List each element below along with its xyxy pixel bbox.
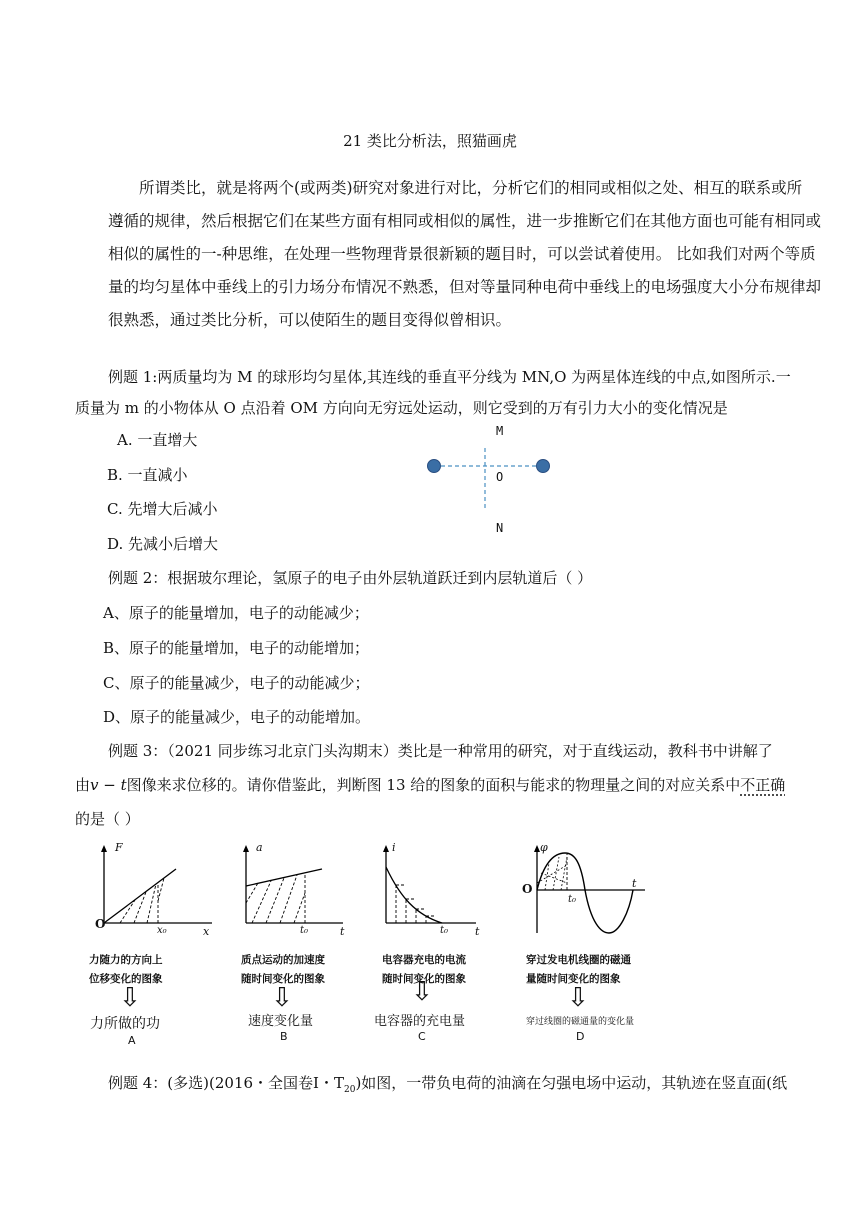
graph-phi-t-ylabel: φ [540, 841, 548, 854]
example1-option-a: A. 一直增大 [117, 431, 198, 449]
graph-phi-t [515, 843, 655, 938]
panel-c-letter: C [418, 1030, 426, 1043]
intro-line: 量的均匀星体中垂线上的引力场分布情况不熟悉，但对等量同种电荷中垂线上的电场强度大小分布规律却 [108, 278, 822, 296]
example3-stem-line3: 的是（ ） [75, 810, 140, 828]
page-title: 21 类比分析法，照猫画虎 [343, 132, 517, 150]
graph-i-t-xlabel: t [475, 925, 480, 938]
graph-phi-t-xlabel: t [632, 877, 637, 890]
example2-stem: 例题 2：根据玻尔理论，氢原子的电子由外层轨道跃迁到内层轨道后（ ） [108, 569, 593, 587]
example1-option-c: C. 先增大后减小 [107, 500, 218, 518]
figure-label-o: O [496, 470, 504, 484]
graph-a-t-xlabel: t [340, 925, 345, 938]
star-right [537, 460, 550, 473]
intro-line: 很熟悉，通过类比分析，可以使陌生的题目变得似曾相识。 [108, 311, 512, 329]
two-star-figure [420, 415, 560, 540]
down-arrow-icon: ⇩ [119, 983, 141, 1013]
down-arrow-icon: ⇩ [411, 977, 433, 1007]
example2-option-c: C、原子的能量减少，电子的动能减少； [103, 674, 370, 692]
panel-b-letter: B [280, 1030, 288, 1043]
v-t-math: v − t [90, 776, 127, 794]
example2-option-b: B、原子的能量增加，电子的动能增加； [103, 639, 370, 657]
intro-paragraph [108, 172, 822, 337]
graph-f-x-tick: x₀ [157, 925, 167, 936]
example1-stem-line1: 例题 1:两质量均为 M 的球形均匀星体,其连线的垂直平分线为 MN,O 为两星体连线的中点,如图所示.一 [108, 368, 791, 386]
example2-option-a: A、原子的能量增加，电子的动能减少； [103, 604, 369, 622]
example3-stem-line2: 由v − t图像来求位移的。请你借鉴此，判断图 13 给的图象的面积与能求的物理量之间的对应关系中不正确 [75, 776, 786, 794]
down-arrow-icon: ⇩ [271, 983, 293, 1013]
panel-b-caption: 质点运动的加速度 随时间变化的图象 [241, 954, 325, 985]
example2-option-d: D、原子的能量减少，电子的动能增加。 [103, 708, 371, 726]
intro-line: 所谓类比，就是将两个(或两类)研究对象进行对比，分析它们的相同或相似之处、相互的联系或所 [139, 179, 803, 197]
intro-line: 相似的属性的一-种思维，在处理一些物理背景很新颖的题目时，可以尝试着使用。 比如我们对两个等质 [108, 245, 816, 263]
star-left [428, 460, 441, 473]
figure-label-n: N [496, 521, 504, 535]
panel-d-answer: 穿过线圈的磁通量的变化量 [526, 1017, 635, 1027]
intro-line: 遵循的规律，然后根据它们在某些方面有相同或相似的属性，进一步推断它们在其他方面也可能有相同或 [108, 212, 822, 230]
graph-f-x [90, 843, 220, 938]
graph-i-t [378, 843, 493, 938]
panel-c-answer: 电容器的充电量 [374, 1014, 466, 1029]
graph-f-x-line [104, 869, 176, 923]
figure-label-m: M [496, 424, 504, 438]
example1-stem-line2: 质量为 m 的小物体从 O 点沿着 OM 方向向无穷远处运动，则它受到的万有引力大小的变化情况是 [75, 399, 728, 417]
example3-stem-line1: 例题 3：（2021 同步练习北京门头沟期末）类比是一种常用的研究，对于直线运动，教科书中讲解了 [108, 742, 773, 760]
emphasis-not-correct: 不正确 [740, 776, 786, 794]
graph-i-t-tick: t₀ [440, 925, 449, 936]
example1-option-b: B. 一直减小 [107, 466, 188, 484]
panel-a-caption: 力随力的方向上 位移变化的图象 [89, 954, 163, 985]
graph-f-x-xlabel: x [203, 925, 210, 938]
panel-b-answer: 速度变化量 [248, 1014, 314, 1029]
graph-phi-t-origin: O [522, 882, 533, 896]
example1-option-d: D. 先减小后增大 [107, 535, 219, 553]
panel-a-letter: A [128, 1034, 136, 1047]
example4-stem: 例题 4：(多选)(2016・全国卷Ⅰ・$T_{20}$)如图，一带负电荷的油滴在匀强电场中运动，其轨迹在竖直面(纸 [108, 1074, 788, 1095]
graph-i-t-ylabel: i [392, 841, 396, 854]
graph-phi-t-curve [537, 853, 633, 933]
graph-f-x-ylabel: F [115, 841, 123, 854]
graph-i-t-curve [386, 867, 442, 923]
graph-a-t [238, 843, 358, 938]
graph-a-t-ylabel: a [256, 841, 263, 854]
graph-f-x-origin: O [95, 917, 106, 931]
panel-d-caption: 穿过发电机线圈的磁通 量随时间变化的图象 [526, 954, 631, 985]
graph-phi-t-tick: t₀ [568, 894, 577, 905]
panel-a-answer: 力所做的功 [90, 1016, 160, 1032]
graph-a-t-tick: t₀ [300, 925, 309, 936]
down-arrow-icon: ⇩ [567, 983, 589, 1013]
panel-c-caption: 电容器充电的电流 随时间变化的图象 [382, 954, 466, 985]
panel-d-letter: D [576, 1030, 585, 1043]
